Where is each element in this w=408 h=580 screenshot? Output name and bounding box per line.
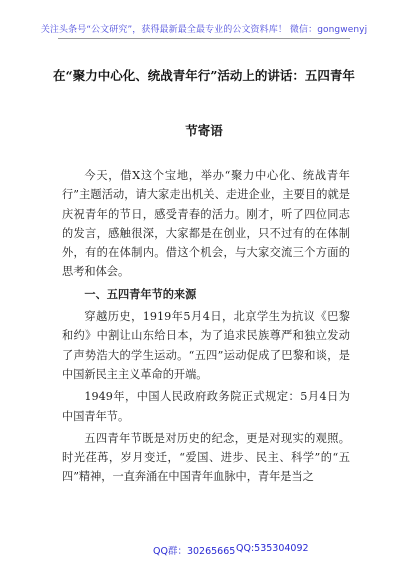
header-divider: [58, 38, 350, 39]
document-title-line-2: 节寄语: [185, 123, 223, 138]
body-paragraph-1949: 1949年，中国人民政府政务院正式规定：5月4日为中国青年节。: [62, 390, 350, 423]
header-promo-note: 关注头条号“公文研究”，获得最新最全最专业的公文资料库！ 微信：gongwenyj: [40, 25, 368, 35]
footer-qq-group: QQ群：30265665: [153, 546, 236, 557]
document-body: [62, 166, 350, 487]
footer-contact: [0, 543, 408, 557]
body-paragraph-spirit: 五四青年节既是对历史的纪念，更是对现实的观照。时光荏苒，岁月变迁，“爱国、进步、民主、科学”的“五四”精神，一直奔涌在中国青年血脉中，青年是当之: [62, 431, 350, 484]
footer-qq-number: QQ:535304092: [236, 543, 309, 554]
document-title-line-1: 在“聚力中心化、统战青年行”活动上的讲话：五四青年: [53, 68, 355, 83]
body-paragraph-history: 穿越历史，1919年5月4日，北京学生为抗议《巴黎和约》中割让山东给日本，为了追求民族尊严和独立发动了声势浩大的学生运动。“五四”运动促成了巴黎和谈，是中国新民主主义革命的开端。: [62, 310, 350, 381]
body-paragraph-intro: 今天，借X这个宝地，举办“聚力中心化、统战青年行”主题活动，请大家走出机关、走进企业，主要目的就是庆祝青年的节日，感受青春的活力。刚才，听了四位同志的发言，感触很深，大家都是在创业，只不过有的在体制外，有的在体制内。借这个机会，与大家交流三个方面的思考和体会。: [62, 169, 350, 279]
section-heading-1: 一、五四青年节的来源: [84, 286, 197, 301]
